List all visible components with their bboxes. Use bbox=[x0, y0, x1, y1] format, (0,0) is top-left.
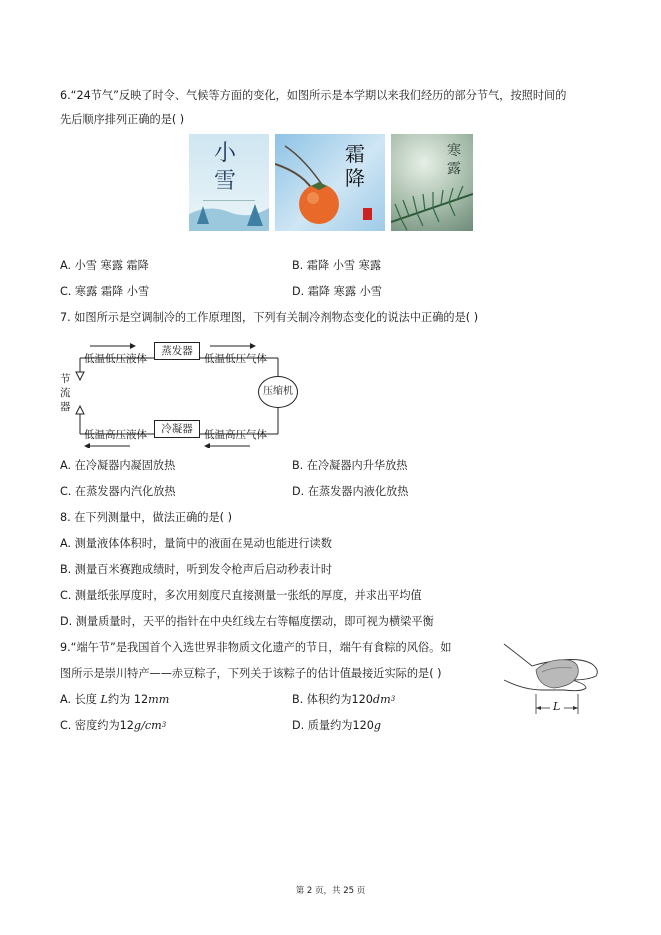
q6-option-c: C. 寒露 霜降 小雪 bbox=[60, 285, 150, 298]
q6-image-shuangjiang bbox=[275, 134, 385, 231]
q8-option-d: D. 测量质量时，天平的指针在中央红线左右等幅度摆动，即可视为横梁平衡 bbox=[60, 615, 434, 628]
xiaoxue-char-2: 雪 bbox=[214, 169, 237, 194]
q7-option-a: A. 在冷凝器内凝固放热 bbox=[60, 459, 176, 472]
evaporator-box: 蒸发器 bbox=[154, 342, 200, 360]
q7-option-d: D. 在蒸发器内液化放热 bbox=[292, 485, 409, 498]
q9-stem-line2: 图所示是崇川特产——赤豆粽子，下列关于该粽子的估计值最接近实际的是( ) bbox=[60, 667, 442, 680]
q6-image-hanlu bbox=[391, 134, 473, 231]
q8-option-c: C. 测量纸张厚度时，多次用刻度尺直接测量一张纸的厚度，并求出平均值 bbox=[60, 589, 422, 602]
q9-option-b: B. 体积约为$120dm^3$ bbox=[292, 693, 396, 706]
label-top-right: 低温低压气体 bbox=[204, 353, 267, 365]
shuangjiang-calligraphy: 霜降 bbox=[345, 142, 365, 190]
q8-option-a: A. 测量液体体积时，量筒中的液面在晃动也能进行读数 bbox=[60, 537, 332, 550]
hand-holding-zongzi-illustration bbox=[502, 636, 602, 718]
q6-image-xiaoxue bbox=[189, 134, 269, 231]
label-top-left: 低温低压液体 bbox=[84, 353, 147, 365]
q9-option-c: C. 密度约为$12g/cm^3$ bbox=[60, 719, 167, 732]
q9-option-a: A. 长度 L约为 12mm bbox=[60, 693, 170, 706]
xiaoxue-char-1: 小 bbox=[214, 141, 237, 166]
label-bottom-left: 低温高压液体 bbox=[84, 429, 147, 441]
q7-option-b: B. 在冷凝器内升华放热 bbox=[292, 459, 408, 472]
q6-option-b: B. 霜降 小雪 寒露 bbox=[292, 259, 382, 272]
q6-option-d: D. 霜降 寒露 小雪 bbox=[292, 285, 382, 298]
page-footer: 第 2 页，共 25 页 bbox=[295, 886, 366, 896]
q9-zongzi-figure bbox=[502, 636, 602, 718]
q6-option-a: A. 小雪 寒露 霜降 bbox=[60, 259, 149, 272]
label-bottom-right: 低温高压气体 bbox=[204, 429, 267, 441]
length-label-l: L bbox=[553, 700, 561, 713]
q8-stem: 8. 在下列测量中，做法正确的是( ) bbox=[60, 511, 232, 524]
q6-stem-line1: 6.“24节气”反映了时令、气候等方面的变化，如图所示是本学期以来我们经历的部分节气，按照时间的 bbox=[60, 89, 567, 102]
throttle-label: 节流器 bbox=[60, 373, 71, 413]
q6-stem-line2: 先后顺序排列正确的是( ) bbox=[60, 113, 185, 126]
q8-option-b: B. 测量百米赛跑成绩时，听到发令枪声后启动秒表计时 bbox=[60, 563, 333, 576]
condenser-box: 冷凝器 bbox=[154, 420, 200, 438]
red-seal-icon bbox=[363, 208, 372, 220]
hanlu-title: 寒露 bbox=[447, 143, 461, 177]
q7-option-c: C. 在蒸发器内汽化放热 bbox=[60, 485, 176, 498]
q9-option-d: D. 质量约为120g bbox=[292, 719, 382, 732]
q9-stem-line1: 9.“端午节”是我国首个入选世界非物质文化遗产的节日，端午有食粽的风俗。如 bbox=[60, 641, 452, 654]
compressor-circle: 压缩机 bbox=[258, 376, 298, 408]
q7-ac-diagram bbox=[60, 336, 300, 448]
q7-stem: 7. 如图所示是空调制冷的工作原理图，下列有关制冷剂物态变化的说法中正确的是( ) bbox=[60, 311, 479, 324]
